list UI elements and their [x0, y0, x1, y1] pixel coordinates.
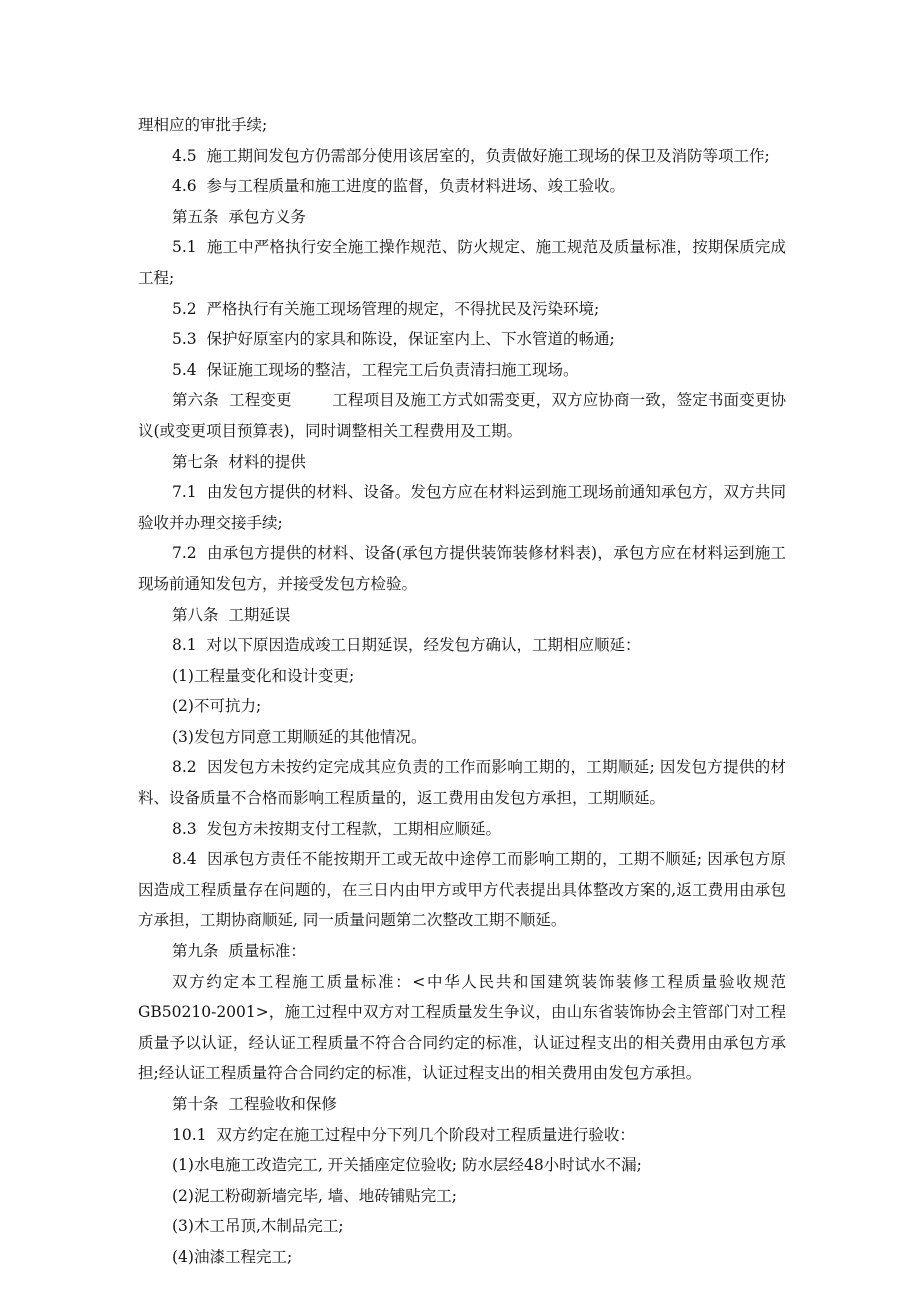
- paragraph-15: (2)不可抗力;: [172, 697, 262, 716]
- paragraph-10: 7.1 由发包方提供的材料、设备。发包方应在材料运到施工现场前通知承包方，双方共同验收并办理交接手续;: [138, 483, 786, 532]
- section-heading-7: 第七条 材料的提供: [172, 452, 306, 471]
- paragraph-19: 8.4 因承包方责任不能按期开工或无故中途停工而影响工期的，工期不顺延; 因承包方原因造成工程质量存在问题的，在三日内由甲方或甲方代表提出具体整改方案的,返工费用由承包方承担，工期协商顺延, 同一质量问题第二次整改工期不顺延。: [138, 850, 786, 930]
- paragraph-5: 5.2 严格执行有关施工现场管理的规定，不得扰民及污染环境;: [172, 299, 600, 318]
- paragraph-11: 7.2 由承包方提供的材料、设备(承包方提供装饰装修材料表)，承包方应在材料运到施工现场前通知发包方，并接受发包方检验。: [138, 544, 786, 593]
- section-heading-6: 第六条 工程变更 工程项目及施工方式如需变更，双方应协商一致，签定书面变更协议(或变更项目预算表)，同时调整相关工程费用及工期。: [138, 391, 786, 440]
- paragraph-17: 8.2 因发包方未按约定完成其应负责的工作而影响工期的，工期顺延; 因发包方提供的材料、设备质量不合格而影响工程质量的，返工费用由发包方承担，工期顺延。: [138, 758, 786, 808]
- paragraph-6: 5.3 保护好原室内的家具和陈设，保证室内上、下水管道的畅通;: [172, 330, 615, 349]
- paragraph-24: (1)水电施工改造完工, 开关插座定位验收; 防水层经48小时试水不漏;: [172, 1156, 642, 1175]
- section-heading-10: 第十条 工程验收和保修: [172, 1095, 337, 1113]
- section-heading-9: 第九条 质量标准：: [172, 942, 306, 961]
- paragraph-25: (2)泥工粉砌新墙完毕, 墙、地砖铺贴完工;: [172, 1186, 458, 1205]
- paragraph-7: 5.4 保证施工现场的整洁，工程完工后负责清扫施工现场。: [172, 360, 579, 379]
- paragraph-0: 理相应的审批手续;: [138, 116, 268, 134]
- paragraph-1: 4.5 施工期间发包方仍需部分使用该居室的，负责做好施工现场的保卫及消防等项工作;: [172, 146, 770, 165]
- section-heading-8: 第八条 工期延误: [172, 605, 291, 624]
- paragraph-26: (3)木工吊顶,木制品完工;: [172, 1217, 344, 1236]
- paragraph-27: (4)油漆工程完工;: [172, 1247, 293, 1266]
- paragraph-13: 8.1 对以下原因造成竣工日期延误，经发包方确认，工期相应顺延：: [172, 636, 641, 655]
- section-heading-5: 第五条 承包方义务: [172, 207, 306, 226]
- paragraph-14: (1)工程量变化和设计变更;: [172, 666, 355, 685]
- paragraph-2: 4.6 参与工程质量和施工进度的监督，负责材料进场、竣工验收。: [172, 177, 626, 196]
- paragraph-4: 5.1 施工中严格执行安全施工操作规范、防火规定、施工规范及质量标准，按期保质完成工程;: [138, 238, 786, 287]
- paragraph-18: 8.3 发包方未按期支付工程款，工期相应顺延。: [172, 819, 502, 838]
- document-page: [138, 110, 786, 1273]
- paragraph-23: 10.1 双方约定在施工过程中分下列几个阶段对工程质量进行验收：: [172, 1125, 635, 1144]
- paragraph-21: 双方约定本工程施工质量标准：<中华人民共和国建筑装饰装修工程质量验收规范GB50210-2001>，施工过程中双方对工程质量发生争议，由山东省装饰协会主管部门对工程质量予以认证，经认证工程质量不符合合同约定的标准，认证过程支出的相关费用由承包方承担;经认证工程质量符合合同约定的标准，认证过程支出的相关费用由发包方承担。: [138, 972, 786, 1083]
- paragraph-16: (3)发包方同意工期顺延的其他情况。: [172, 727, 427, 746]
